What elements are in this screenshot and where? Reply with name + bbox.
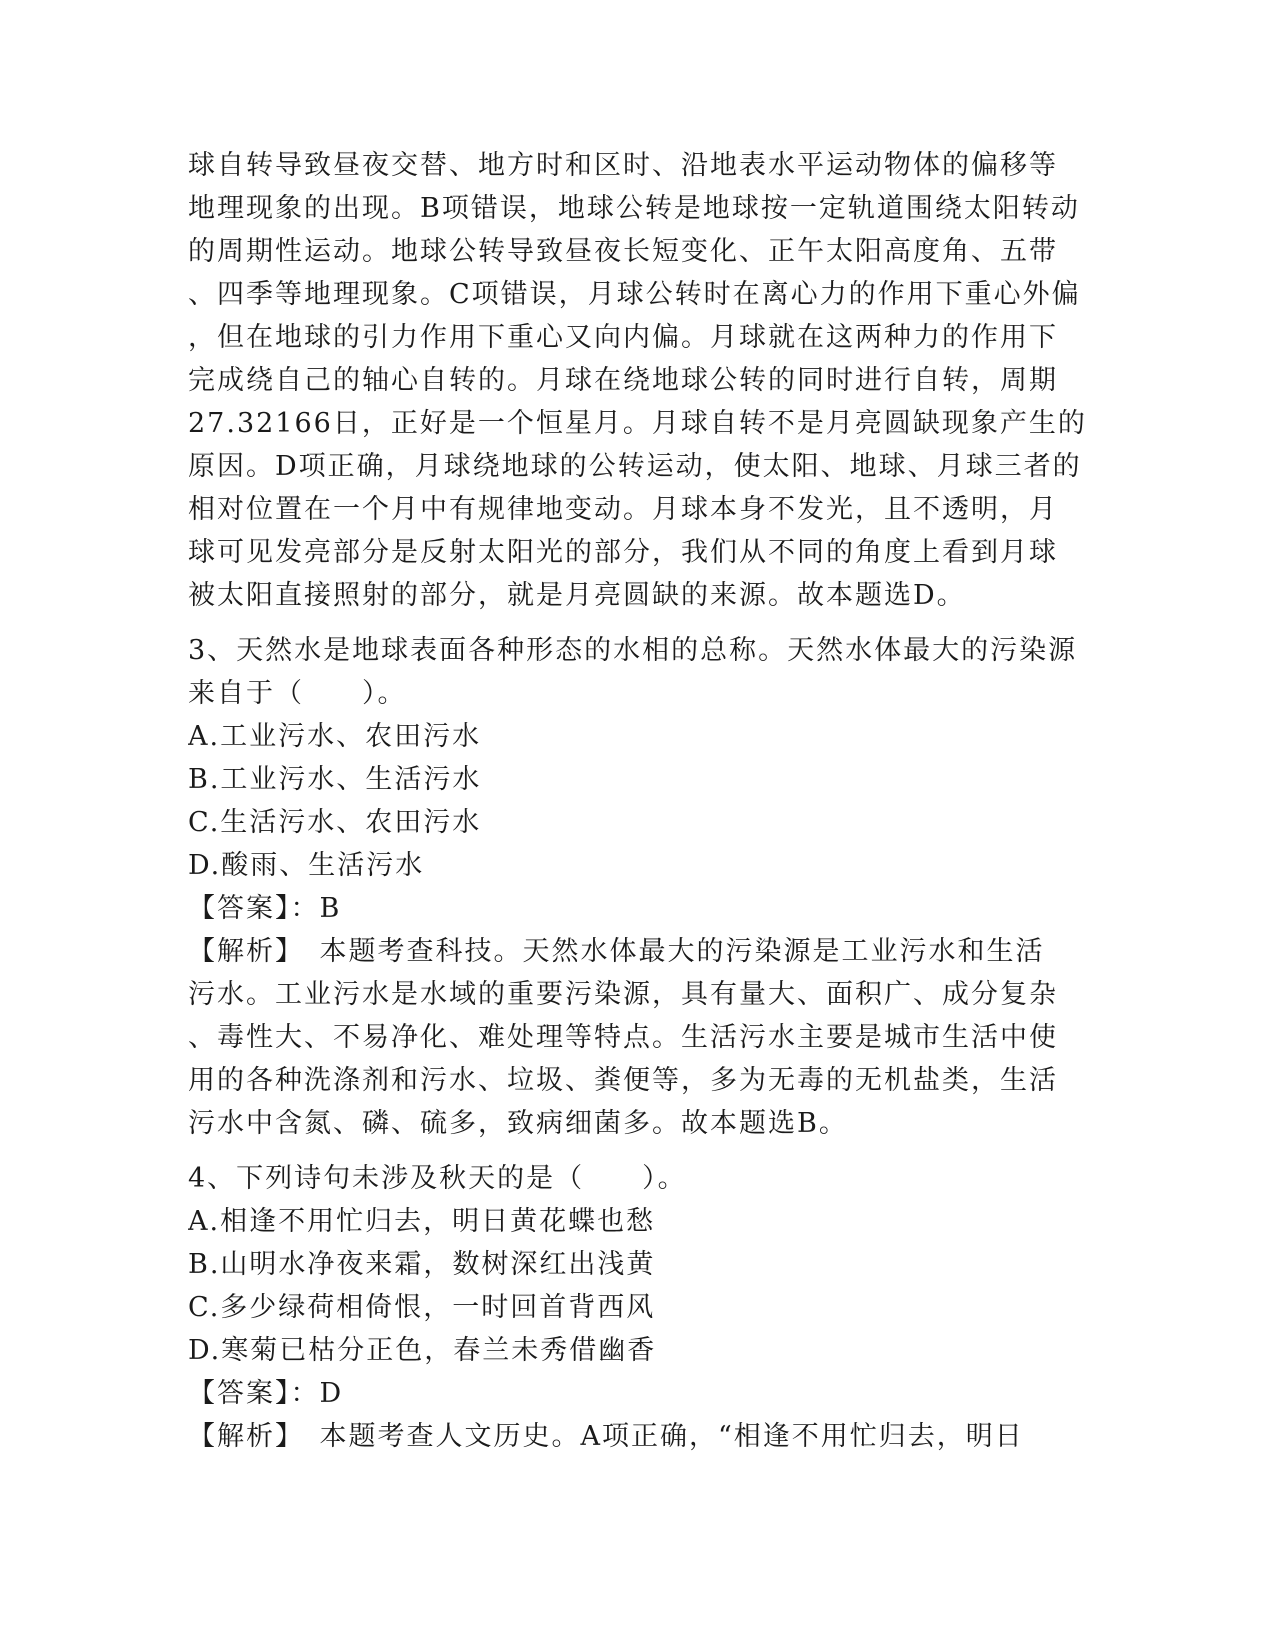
answer: 【答案】：D xyxy=(188,1378,344,1409)
text-line: 相对位置在一个月中有规律地变动。月球本身不发光，且不透明，月 xyxy=(188,494,1058,525)
spacer xyxy=(188,1145,1088,1157)
text-line: 原因。D项正确，月球绕地球的公转运动，使太阳、地球、月球三者的 xyxy=(188,451,1082,482)
text-line: 、四季等地理现象。C项错误，月球公转时在离心力的作用下重心外偏 xyxy=(188,279,1081,310)
analysis-line: 污水中含氮、磷、硫多，致病细菌多。故本题选B。 xyxy=(188,1108,848,1139)
option-c: C.多少绿荷相倚恨，一时回首背西风 xyxy=(188,1292,656,1323)
text-line: 完成绕自己的轴心自转的。月球在绕地球公转的同时进行自转，周期 xyxy=(188,365,1058,396)
text-line: 地理现象的出现。B项错误，地球公转是地球按一定轨道围绕太阳转动 xyxy=(188,193,1080,224)
option-d: D.寒菊已枯分正色，春兰未秀借幽香 xyxy=(188,1335,657,1366)
option-a: A.工业污水、农田污水 xyxy=(188,721,482,752)
text-line: 球可见发亮部分是反射太阳光的部分，我们从不同的角度上看到月球 xyxy=(188,537,1058,568)
option-c: C.生活污水、农田污水 xyxy=(188,807,482,838)
question-4 xyxy=(188,1157,1088,1458)
analysis-line: 用的各种洗涤剂和污水、垃圾、粪便等，多为无毒的无机盐类，生活 xyxy=(188,1065,1058,1096)
question-text: 4、下列诗句未涉及秋天的是（ ）。 xyxy=(188,1163,687,1194)
spacer xyxy=(188,617,1088,629)
document-page xyxy=(188,144,1088,1458)
question-text: 3、天然水是地球表面各种形态的水相的总称。天然水体最大的污染源 xyxy=(188,635,1078,666)
option-b: B.工业污水、生活污水 xyxy=(188,764,482,795)
previous-analysis-continuation xyxy=(188,144,1088,617)
text-line: 的周期性运动。地球公转导致昼夜长短变化、正午太阳高度角、五带 xyxy=(188,236,1058,267)
analysis-line: 【解析】 本题考查科技。天然水体最大的污染源是工业污水和生活 xyxy=(188,936,1045,967)
text-line: 被太阳直接照射的部分，就是月亮圆缺的来源。故本题选D。 xyxy=(188,580,966,611)
text-line: 27.32166日，正好是一个恒星月。月球自转不是月亮圆缺现象产生的 xyxy=(188,408,1087,439)
question-text: 来自于（ ）。 xyxy=(188,678,407,709)
text-line: ，但在地球的引力作用下重心又向内偏。月球就在这两种力的作用下 xyxy=(188,322,1058,353)
option-b: B.山明水净夜来霜，数树深红出浅黄 xyxy=(188,1249,656,1280)
analysis-line: 、毒性大、不易净化、难处理等特点。生活污水主要是城市生活中使 xyxy=(188,1022,1058,1053)
option-d: D.酸雨、生活污水 xyxy=(188,850,425,881)
analysis-line: 【解析】 本题考查人文历史。A项正确，“相逢不用忙归去，明日 xyxy=(188,1421,1024,1452)
text-line: 球自转导致昼夜交替、地方时和区时、沿地表水平运动物体的偏移等 xyxy=(188,150,1058,181)
option-a: A.相逢不用忙归去，明日黄花蝶也愁 xyxy=(188,1206,656,1237)
answer: 【答案】：B xyxy=(188,893,342,924)
analysis-line: 污水。工业污水是水域的重要污染源，具有量大、面积广、成分复杂 xyxy=(188,979,1058,1010)
question-3 xyxy=(188,629,1088,1145)
